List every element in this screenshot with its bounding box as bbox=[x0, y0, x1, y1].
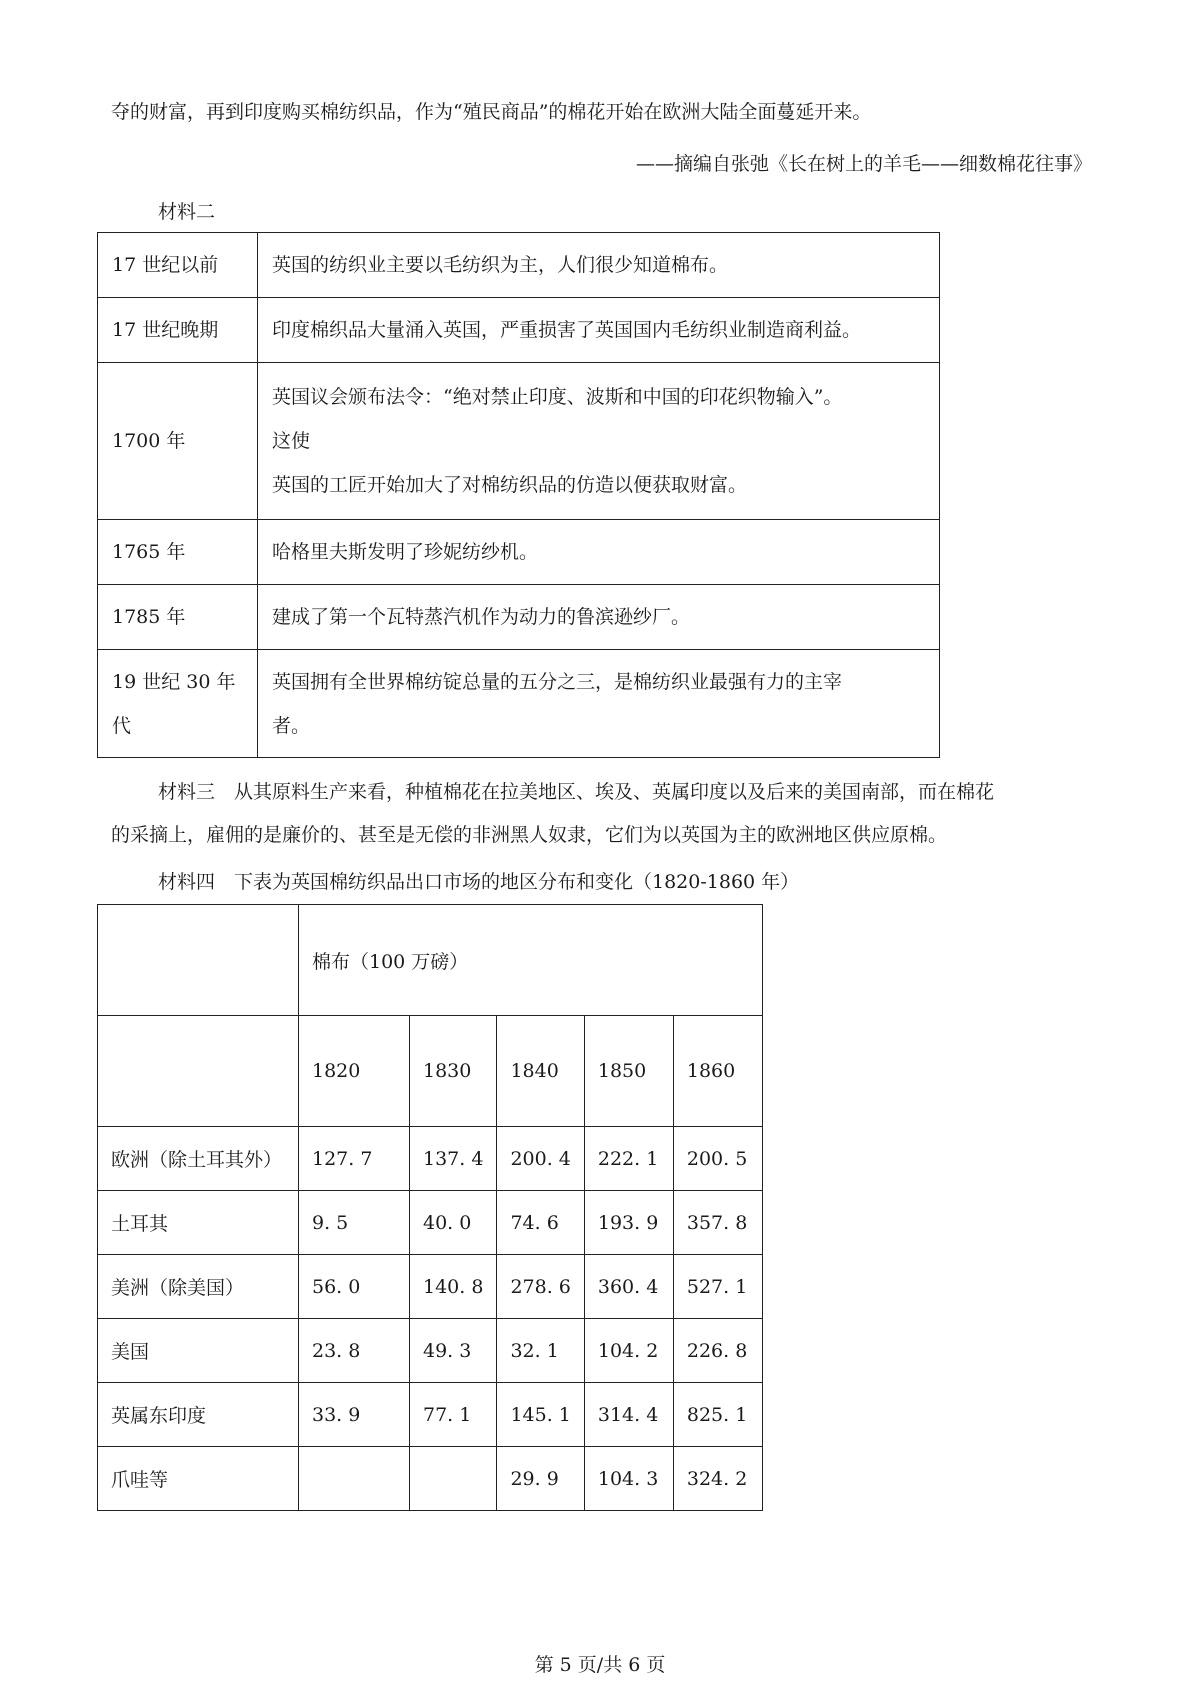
value-cell: 9. 5 bbox=[299, 1191, 410, 1255]
value-cell: 200. 4 bbox=[497, 1127, 584, 1191]
timeline-event bbox=[258, 363, 940, 520]
value-cell bbox=[299, 1447, 410, 1511]
timeline-event-line: 者。 bbox=[272, 714, 311, 737]
value-cell: 33. 9 bbox=[299, 1383, 410, 1447]
table-row bbox=[98, 1191, 763, 1255]
timeline-period: 17 世纪晚期 bbox=[98, 298, 258, 363]
region-cell: 美国 bbox=[98, 1319, 299, 1383]
value-cell: 49. 3 bbox=[410, 1319, 497, 1383]
timeline-event-line: 英国拥有全世界棉纺锭总量的五分之三，是棉纺织业最强有力的主宰 bbox=[272, 670, 843, 693]
timeline-event bbox=[258, 298, 940, 363]
timeline-event-line: 英国的工匠开始加大了对棉纺织品的仿造以便获取财富。 bbox=[272, 474, 748, 496]
timeline-event-line: 英国议会颁布法令：“绝对禁止印度、波斯和中国的印花织物输入”。 bbox=[272, 386, 843, 408]
timeline-period: 1765 年 bbox=[98, 520, 258, 585]
table-row bbox=[98, 650, 940, 758]
value-cell: 222. 1 bbox=[584, 1127, 673, 1191]
timeline-event bbox=[258, 650, 940, 758]
timeline-event bbox=[258, 585, 940, 650]
value-cell: 527. 1 bbox=[673, 1255, 762, 1319]
timeline-event bbox=[258, 520, 940, 585]
source-citation: ——摘编自张弛《长在树上的羊毛——细数棉花往事》 bbox=[635, 153, 1092, 175]
value-cell: 314. 4 bbox=[584, 1383, 673, 1447]
timeline-period-line: 代 bbox=[112, 714, 132, 737]
value-cell: 40. 0 bbox=[410, 1191, 497, 1255]
value-cell: 357. 8 bbox=[673, 1191, 762, 1255]
year-header: 1840 bbox=[497, 1016, 584, 1127]
region-cell: 英属东印度 bbox=[98, 1383, 299, 1447]
table-header-row bbox=[98, 1016, 763, 1127]
value-cell: 104. 2 bbox=[584, 1319, 673, 1383]
material-2-heading: 材料二 bbox=[158, 201, 216, 223]
export-market-table bbox=[97, 904, 763, 1511]
table-row bbox=[98, 520, 940, 585]
table-row bbox=[98, 585, 940, 650]
timeline-period: 17 世纪以前 bbox=[98, 233, 258, 298]
value-cell: 23. 8 bbox=[299, 1319, 410, 1383]
table-corner-cell bbox=[98, 905, 299, 1016]
value-cell: 74. 6 bbox=[497, 1191, 584, 1255]
timeline-event bbox=[258, 233, 940, 298]
timeline-event-line: 哈格里夫斯发明了珍妮纺纱机。 bbox=[272, 541, 539, 563]
material-3-paragraph-line: 材料三 从其原料生产来看，种植棉花在拉美地区、埃及、英属印度以及后来的美国南部，而在棉花 bbox=[158, 781, 995, 803]
table-row bbox=[98, 1319, 763, 1383]
value-cell: 278. 6 bbox=[497, 1255, 584, 1319]
material-2-timeline-table bbox=[97, 232, 940, 758]
region-cell: 美洲（除美国） bbox=[98, 1255, 299, 1319]
year-header: 1860 bbox=[673, 1016, 762, 1127]
timeline-event-line: 英国的纺织业主要以毛纺织为主，人们很少知道棉布。 bbox=[272, 254, 729, 276]
value-cell: 226. 8 bbox=[673, 1319, 762, 1383]
table-header-row bbox=[98, 905, 763, 1016]
table-row bbox=[98, 298, 940, 363]
table-row bbox=[98, 1127, 763, 1191]
year-header: 1830 bbox=[410, 1016, 497, 1127]
value-cell: 825. 1 bbox=[673, 1383, 762, 1447]
value-cell: 127. 7 bbox=[299, 1127, 410, 1191]
page-footer: 第 5 页/共 6 页 bbox=[534, 1654, 666, 1676]
timeline-period bbox=[98, 650, 258, 758]
value-cell: 145. 1 bbox=[497, 1383, 584, 1447]
value-cell bbox=[410, 1447, 497, 1511]
value-cell: 77. 1 bbox=[410, 1383, 497, 1447]
value-cell: 324. 2 bbox=[673, 1447, 762, 1511]
unit-header: 棉布（100 万磅） bbox=[299, 905, 763, 1016]
year-header: 1820 bbox=[299, 1016, 410, 1127]
year-header: 1850 bbox=[584, 1016, 673, 1127]
region-cell: 土耳其 bbox=[98, 1191, 299, 1255]
region-cell: 欧洲（除土耳其外） bbox=[98, 1127, 299, 1191]
value-cell: 56. 0 bbox=[299, 1255, 410, 1319]
timeline-event-line: 这使 bbox=[272, 430, 311, 452]
table-corner-cell bbox=[98, 1016, 299, 1127]
value-cell: 32. 1 bbox=[497, 1319, 584, 1383]
timeline-event-line: 印度棉织品大量涌入英国，严重损害了英国国内毛纺织业制造商利益。 bbox=[272, 319, 862, 341]
value-cell: 29. 9 bbox=[497, 1447, 584, 1511]
value-cell: 137. 4 bbox=[410, 1127, 497, 1191]
table-row bbox=[98, 1255, 763, 1319]
value-cell: 140. 8 bbox=[410, 1255, 497, 1319]
timeline-period-line: 19 世纪 30 年 bbox=[112, 670, 236, 693]
timeline-period: 1700 年 bbox=[98, 363, 258, 520]
value-cell: 200. 5 bbox=[673, 1127, 762, 1191]
table-row bbox=[98, 1383, 763, 1447]
table-row bbox=[98, 363, 940, 520]
value-cell: 360. 4 bbox=[584, 1255, 673, 1319]
material-4-heading: 材料四 下表为英国棉纺织品出口市场的地区分布和变化（1820-1860 年） bbox=[158, 871, 800, 893]
material-3-paragraph-line: 的采摘上，雇佣的是廉价的、甚至是无偿的非洲黑人奴隶，它们为以英国为主的欧洲地区供应原棉。 bbox=[111, 824, 948, 846]
value-cell: 104. 3 bbox=[584, 1447, 673, 1511]
table-row bbox=[98, 1447, 763, 1511]
timeline-event-line: 建成了第一个瓦特蒸汽机作为动力的鲁滨逊纱厂。 bbox=[272, 606, 691, 628]
timeline-period: 1785 年 bbox=[98, 585, 258, 650]
value-cell: 193. 9 bbox=[584, 1191, 673, 1255]
intro-paragraph-continuation: 夺的财富，再到印度购买棉纺织品，作为“殖民商品”的棉花开始在欧洲大陆全面蔓延开来。 bbox=[111, 101, 872, 123]
table-row bbox=[98, 233, 940, 298]
region-cell: 爪哇等 bbox=[98, 1447, 299, 1511]
